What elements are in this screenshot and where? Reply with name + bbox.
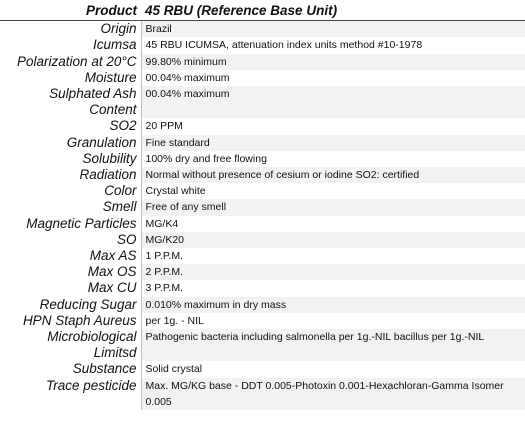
spec-value: Crystal white <box>141 183 525 199</box>
spec-label-line1: Microbiological <box>47 329 137 345</box>
spec-row-trace-pesticide <box>0 378 525 410</box>
spec-row-substance <box>0 361 525 377</box>
spec-label: Max OS <box>87 264 137 280</box>
spec-row-polarization <box>0 54 525 70</box>
header-value: 45 RBU (Reference Base Unit) <box>141 0 525 21</box>
spec-label: Substance <box>72 361 137 377</box>
spec-label: Magnetic Particles <box>26 215 137 231</box>
spec-value: 0.010% maximum in dry mass <box>141 297 525 313</box>
spec-label: SO2 <box>109 118 137 134</box>
spec-label: Polarization at 20°C <box>17 53 137 69</box>
spec-label: Max AS <box>89 248 137 264</box>
spec-label-line2: Limitsd <box>93 345 137 361</box>
spec-value: 100% dry and free flowing <box>141 151 525 167</box>
spec-row-so2 <box>0 118 525 134</box>
spec-value: 00.04% maximum <box>141 86 525 118</box>
spec-row-radiation <box>0 167 525 183</box>
spec-label-line2: Content <box>89 102 137 118</box>
spec-label: Reducing Sugar <box>39 296 137 312</box>
spec-value: Pathogenic bacteria including salmonella per 1g.-NIL bacillus per 1g.-NIL <box>141 329 525 361</box>
spec-row-magnetic-particles <box>0 216 525 232</box>
spec-row-microbiological <box>0 329 525 361</box>
spec-row-reducing-sugar <box>0 297 525 313</box>
spec-value: 2 P.P.M. <box>141 264 525 280</box>
spec-label-line1: Sulphated Ash <box>49 86 137 102</box>
spec-row-solubility <box>0 151 525 167</box>
spec-row-icumsa <box>0 37 525 53</box>
spec-value: MG/K4 <box>141 216 525 232</box>
spec-value: 3 P.P.M. <box>141 280 525 296</box>
spec-header-row <box>0 0 525 21</box>
spec-value: 00.04% maximum <box>141 70 525 86</box>
header-label: Product <box>0 0 141 21</box>
spec-value: 99.80% minimum <box>141 54 525 70</box>
spec-value: MG/K20 <box>141 232 525 248</box>
spec-value: Free of any smell <box>141 199 525 215</box>
spec-value: 45 RBU ICUMSA, attenuation index units method #10-1978 <box>141 37 525 53</box>
spec-label: HPN Staph Aureus <box>22 312 137 328</box>
spec-value: 20 PPM <box>141 118 525 134</box>
spec-value: per 1g. - NIL <box>141 313 525 329</box>
spec-label: Solubility <box>82 150 137 166</box>
spec-value: Solid crystal <box>141 361 525 377</box>
spec-label: Granulation <box>66 134 137 150</box>
spec-label: Moisture <box>84 69 137 85</box>
spec-label <box>0 86 141 118</box>
spec-row-granulation <box>0 135 525 151</box>
spec-label: Trace pesticide <box>45 377 137 393</box>
spec-value: Max. MG/KG base - DDT 0.005-Photoxin 0.001-Hexachloran-Gamma Isomer 0.005 <box>141 378 525 410</box>
spec-value: 1 P.P.M. <box>141 248 525 264</box>
spec-label: SO <box>116 231 137 247</box>
spec-row-color <box>0 183 525 199</box>
spec-label: Color <box>104 183 137 199</box>
spec-label: Smell <box>102 199 137 215</box>
spec-value: Fine standard <box>141 135 525 151</box>
spec-row-max-cu <box>0 280 525 296</box>
spec-label: Icumsa <box>92 37 137 53</box>
spec-row-so <box>0 232 525 248</box>
spec-label: Origin <box>100 21 137 37</box>
spec-row-moisture <box>0 70 525 86</box>
spec-label <box>0 329 141 361</box>
spec-label: Radiation <box>79 167 137 183</box>
spec-row-max-as <box>0 248 525 264</box>
spec-row-origin <box>0 21 525 38</box>
spec-row-max-os <box>0 264 525 280</box>
spec-row-smell <box>0 199 525 215</box>
spec-label: Max CU <box>87 280 137 296</box>
spec-row-hpn-staph-aureus <box>0 313 525 329</box>
spec-value: Brazil <box>141 21 525 38</box>
spec-value: Normal without presence of cesium or iodine SO2: certified <box>141 167 525 183</box>
spec-row-sulphated-ash <box>0 86 525 118</box>
